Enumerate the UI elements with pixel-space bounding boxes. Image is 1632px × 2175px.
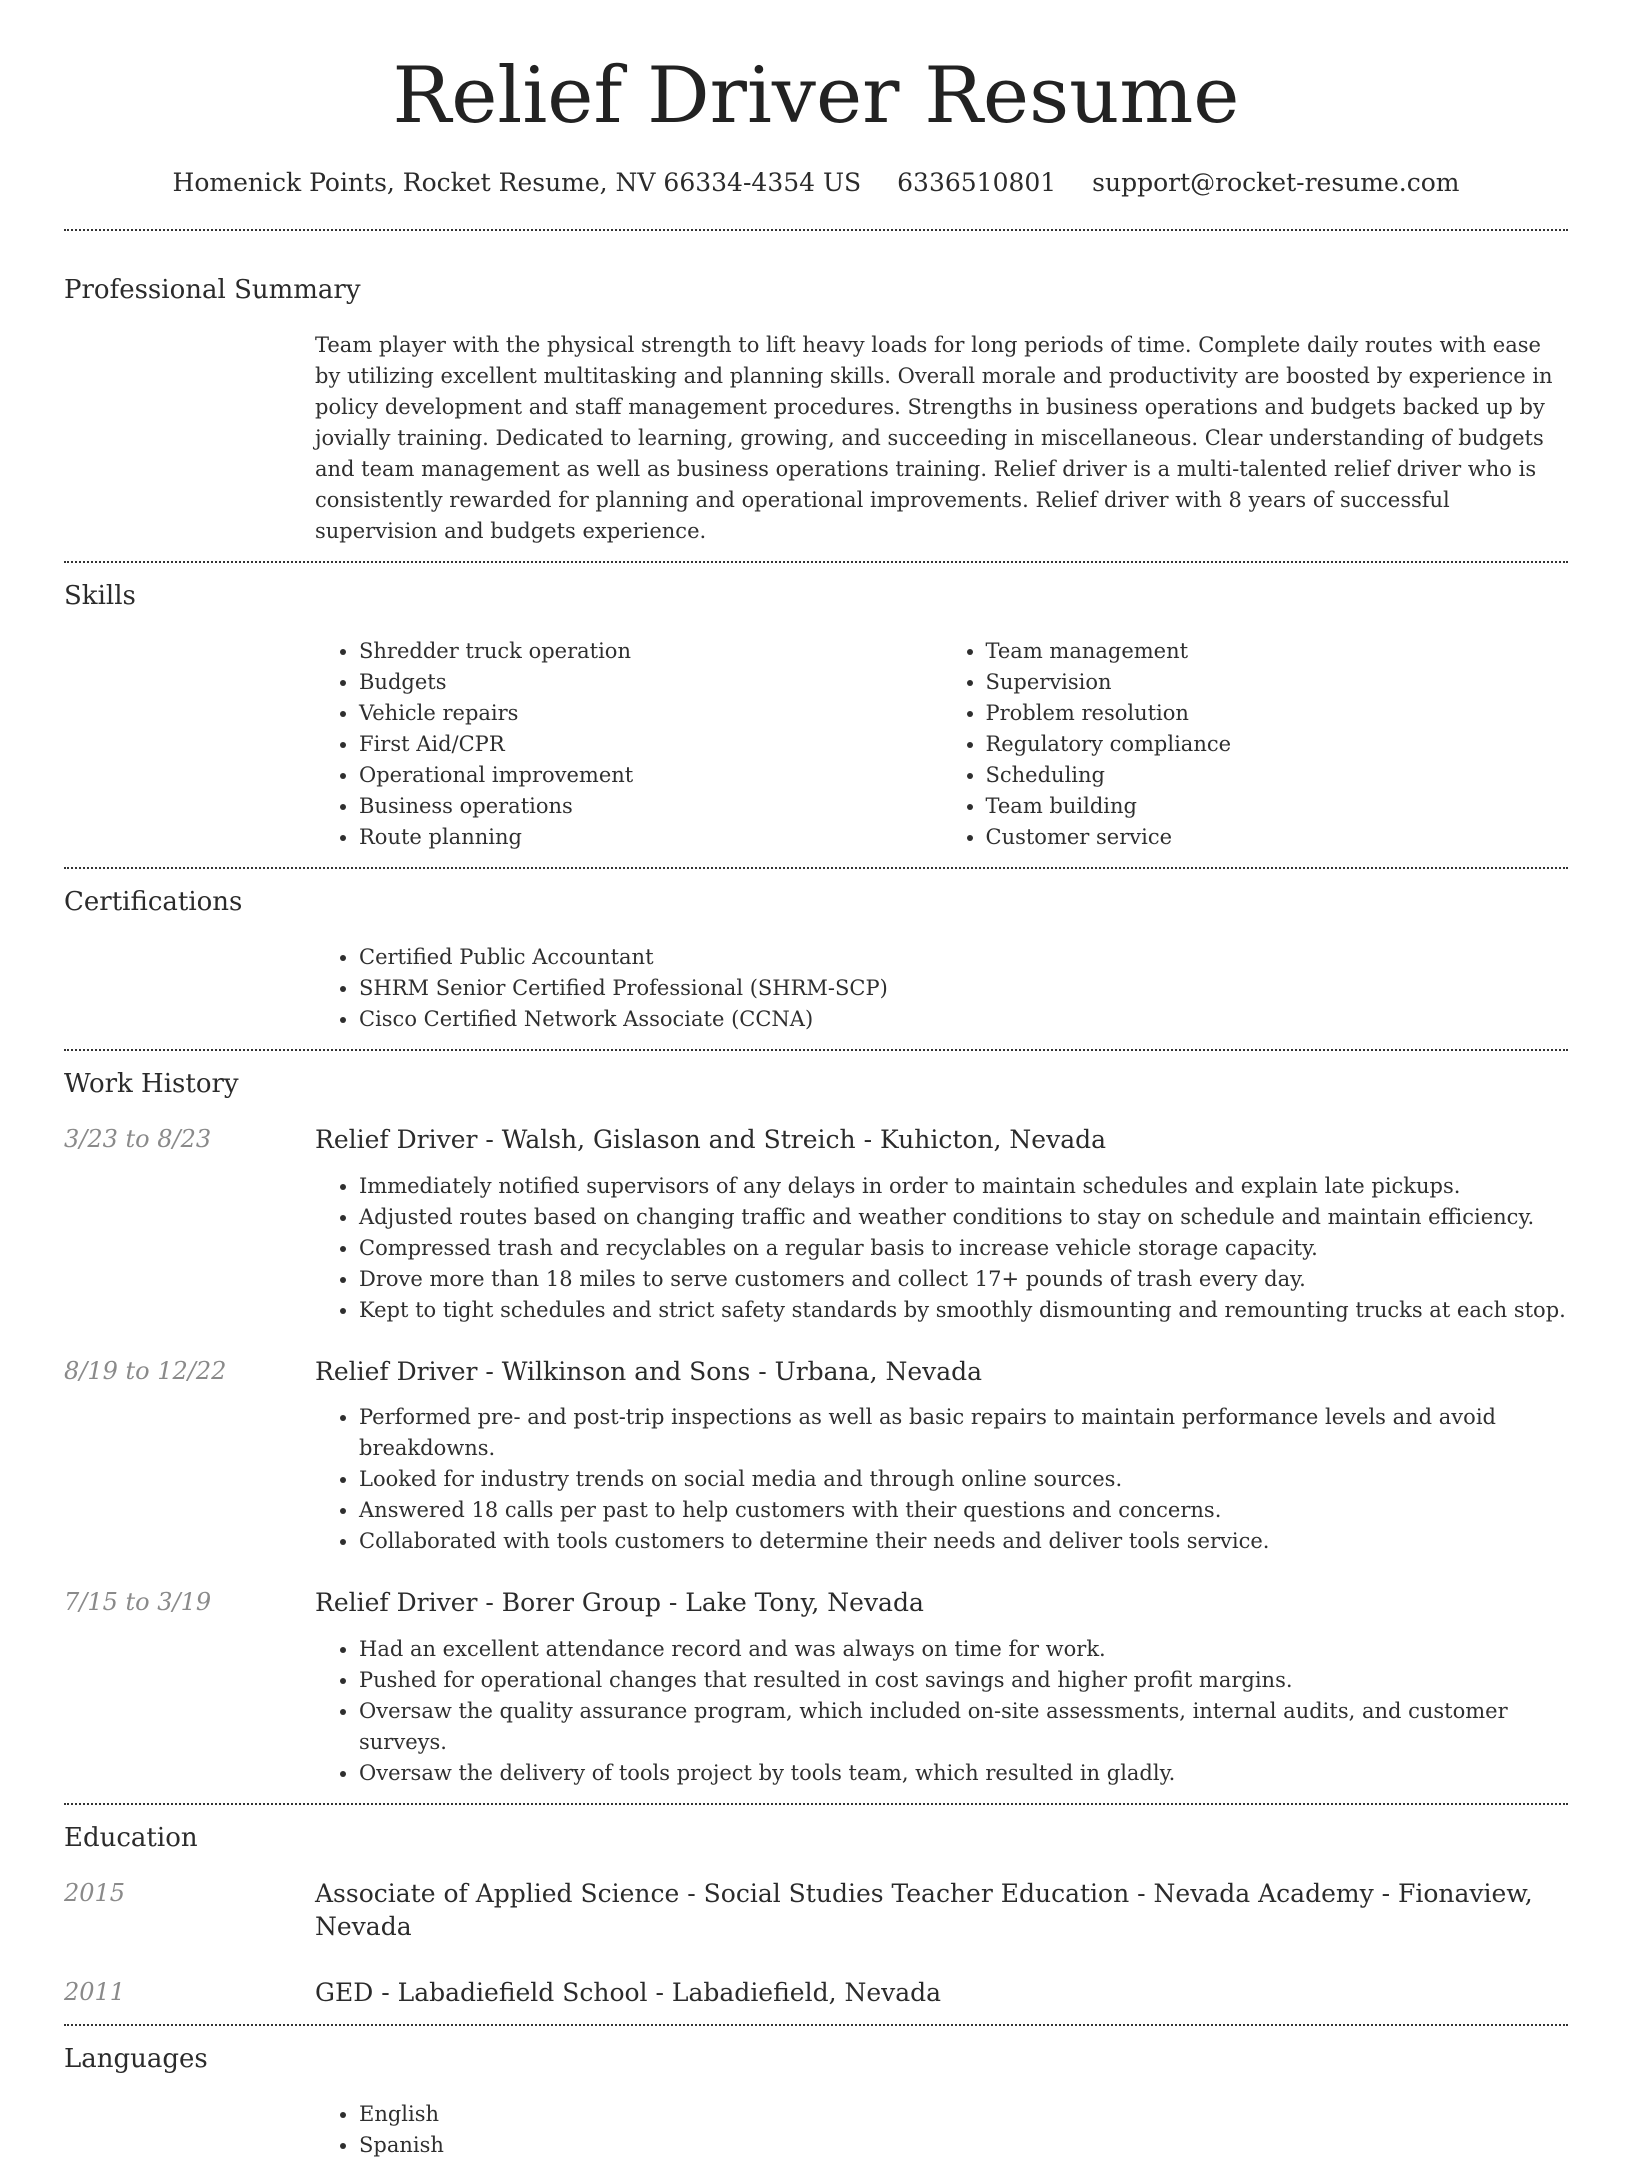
certifications-section bbox=[64, 869, 1568, 1049]
contact-email: support@rocket-resume.com bbox=[1092, 167, 1460, 197]
resume-title: Relief Driver Resume bbox=[392, 51, 1240, 141]
job-title: Relief Driver - Borer Group - Lake Tony, Nevada bbox=[315, 1588, 924, 1618]
summary-text: Team player with the physical strength to lift heavy loads for long periods of time. Complete daily routes with ease by utilizing excellent multitasking and planning skills. Overall morale and productivity are boosted by experience in policy development and staff management procedures. Strengths in business operations and budgets backed up by jovially training. Dedicated to learning, growing, and succeeding in miscellaneous. Clear understanding of budgets and team management as well as business operations training. Relief driver is a multi-talented relief driver who is consistently rewarded for planning and operational improvements. Relief driver with 8 years of successful supervision and budgets experience. bbox=[315, 332, 1553, 543]
skills-list-left bbox=[315, 636, 942, 853]
job-bullet: • Pushed for operational changes that resulted in cost savings and higher profit margins. bbox=[359, 1665, 1568, 1696]
certification-item: • Cisco Certified Network Associate (CCNA) bbox=[359, 1004, 1568, 1035]
job-bullet: • Immediately notified supervisors of any delays in order to maintain schedules and explain late pickups. bbox=[359, 1171, 1568, 1202]
education-entry bbox=[64, 1977, 1568, 2010]
summary-section bbox=[64, 231, 1568, 561]
contact-phone: 6336510801 bbox=[897, 167, 1057, 197]
job-title: Relief Driver - Wilkinson and Sons - Urbana, Nevada bbox=[315, 1356, 983, 1386]
skill-item: • Team building bbox=[986, 791, 1569, 822]
job-entry bbox=[64, 1587, 1568, 1789]
job-bullet: • Oversaw the delivery of tools project by tools team, which resulted in gladly. bbox=[359, 1758, 1568, 1789]
education-entry bbox=[64, 1878, 1568, 1943]
job-bullet: • Collaborated with tools customers to determine their needs and deliver tools service. bbox=[359, 1526, 1568, 1557]
education-title: GED - Labadiefield School - Labadiefield, Nevada bbox=[315, 1978, 942, 2008]
skill-item: • Shredder truck operation bbox=[359, 636, 942, 667]
skill-item: • Team management bbox=[986, 636, 1569, 667]
education-title: Associate of Applied Science - Social Studies Teacher Education - Nevada Academy - Fionaview, Nevada bbox=[315, 1879, 1533, 1941]
education-year: 2011 bbox=[64, 1978, 126, 2007]
job-bullet: • Answered 18 calls per past to help customers with their questions and concerns. bbox=[359, 1495, 1568, 1526]
work-history-heading: Work History bbox=[64, 1069, 239, 1100]
certification-item: • Certified Public Accountant bbox=[359, 942, 1568, 973]
language-item: • English bbox=[359, 2099, 1568, 2130]
education-heading: Education bbox=[64, 1822, 198, 1853]
skill-item: • Business operations bbox=[359, 791, 942, 822]
job-dates: 8/19 to 12/22 bbox=[64, 1356, 227, 1385]
job-dates: 3/23 to 8/23 bbox=[64, 1125, 212, 1154]
skills-list-right bbox=[942, 636, 1569, 853]
work-history-section bbox=[64, 1051, 1568, 1803]
job-bullet: • Compressed trash and recyclables on a regular basis to increase vehicle storage capacity. bbox=[359, 1233, 1568, 1264]
skills-heading: Skills bbox=[64, 580, 136, 611]
job-bullet: • Adjusted routes based on changing traffic and weather conditions to stay on schedule and maintain efficiency. bbox=[359, 1202, 1568, 1233]
skill-item: • Operational improvement bbox=[359, 760, 942, 791]
skill-item: • Supervision bbox=[986, 667, 1569, 698]
job-bullet: • Drove more than 18 miles to serve customers and collect 17+ pounds of trash every day. bbox=[359, 1264, 1568, 1295]
skill-item: • Vehicle repairs bbox=[359, 698, 942, 729]
languages-list bbox=[315, 2099, 1568, 2161]
job-bullet: • Performed pre- and post-trip inspections as well as basic repairs to maintain performance levels and avoid breakdowns. bbox=[359, 1402, 1568, 1464]
certification-item: • SHRM Senior Certified Professional (SHRM-SCP) bbox=[359, 973, 1568, 1004]
certifications-list bbox=[315, 942, 1568, 1035]
job-dates: 7/15 to 3/19 bbox=[64, 1588, 212, 1617]
skills-section bbox=[64, 563, 1568, 867]
languages-section bbox=[64, 2026, 1568, 2175]
languages-heading: Languages bbox=[64, 2043, 208, 2074]
skill-item: • Route planning bbox=[359, 822, 942, 853]
job-bullets bbox=[315, 1634, 1568, 1789]
job-entry bbox=[64, 1356, 1568, 1558]
job-bullet: • Had an excellent attendance record and was always on time for work. bbox=[359, 1634, 1568, 1665]
skill-item: • Problem resolution bbox=[986, 698, 1569, 729]
education-section bbox=[64, 1805, 1568, 2024]
contact-line bbox=[64, 168, 1568, 197]
skill-item: • Budgets bbox=[359, 667, 942, 698]
job-title: Relief Driver - Walsh, Gislason and Streich - Kuhicton, Nevada bbox=[315, 1125, 1107, 1155]
education-year: 2015 bbox=[64, 1879, 126, 1908]
job-bullet: • Looked for industry trends on social media and through online sources. bbox=[359, 1464, 1568, 1495]
job-bullet: • Kept to tight schedules and strict safety standards by smoothly dismounting and remounting trucks at each stop. bbox=[359, 1295, 1568, 1326]
job-entry bbox=[64, 1124, 1568, 1326]
skill-item: • Scheduling bbox=[986, 760, 1569, 791]
job-bullet: • Oversaw the quality assurance program, which included on-site assessments, internal audits, and customer surveys. bbox=[359, 1696, 1568, 1758]
job-bullets bbox=[315, 1402, 1568, 1557]
summary-heading: Professional Summary bbox=[64, 274, 361, 305]
contact-address: Homenick Points, Rocket Resume, NV 66334-4354 US bbox=[172, 167, 862, 197]
skill-item: • Customer service bbox=[986, 822, 1569, 853]
language-item: • Spanish bbox=[359, 2130, 1568, 2161]
certifications-heading: Certifications bbox=[64, 886, 243, 917]
skill-item: • Regulatory compliance bbox=[986, 729, 1569, 760]
job-bullets bbox=[315, 1171, 1568, 1326]
skill-item: • First Aid/CPR bbox=[359, 729, 942, 760]
